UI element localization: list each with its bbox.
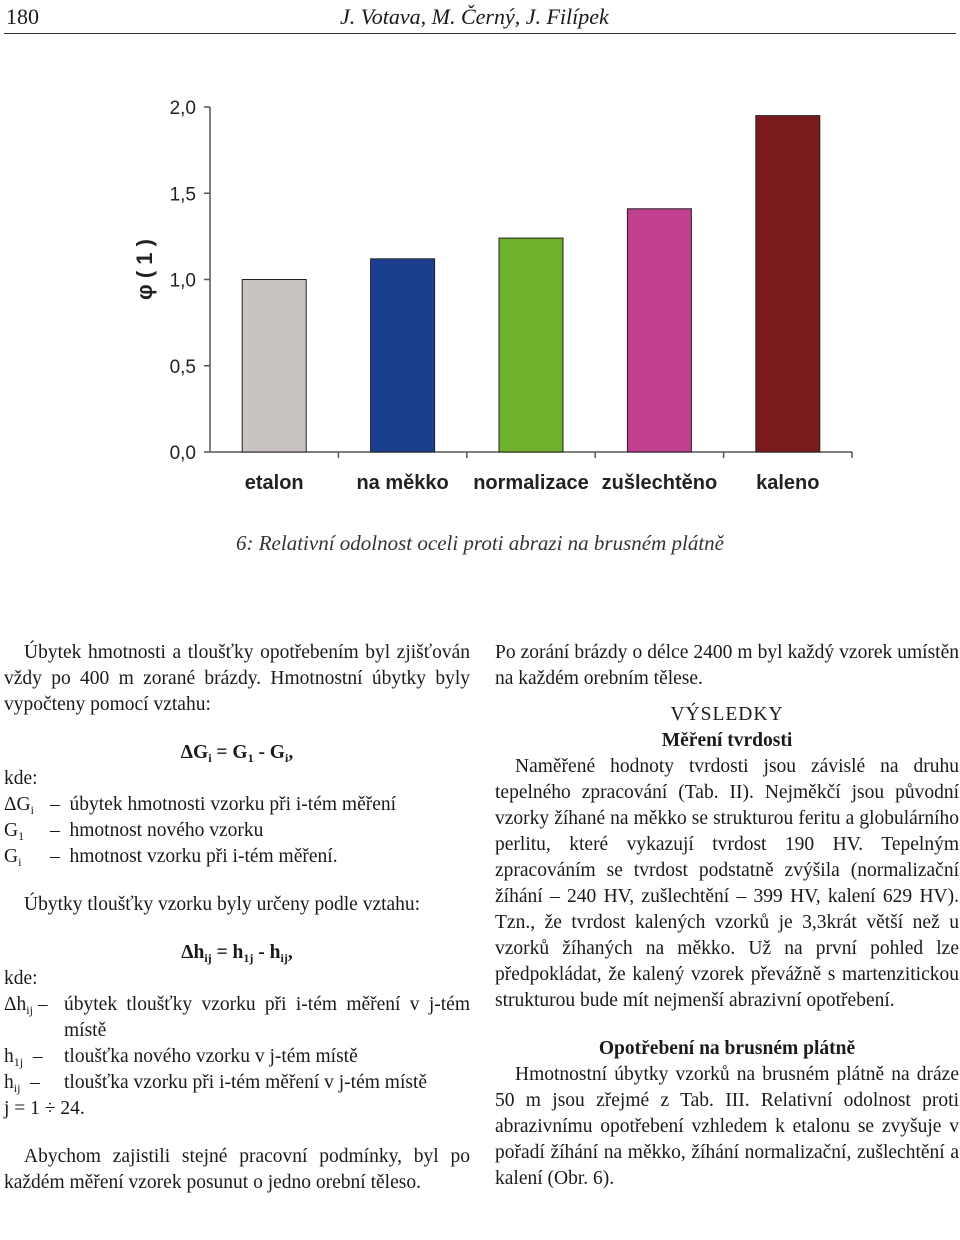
symbol-gi: $G_i$ <box>4 846 22 869</box>
page-number: 180 <box>6 4 39 29</box>
y-tick-label: 0,0 <box>169 443 196 464</box>
index-range: j = 1 ÷ 24. <box>4 1098 85 1119</box>
equation-thickness-loss: $\Delta h_{ij} = h_{1j} - h_{ij}$, <box>181 942 293 965</box>
y-tick-label: 1,0 <box>169 270 196 292</box>
x-category-label: zušlechtěno <box>601 472 718 494</box>
x-category-label: kaleno <box>756 472 820 494</box>
page-header <box>0 0 960 34</box>
definition-row <box>4 1044 470 1070</box>
definition-row <box>4 992 470 1044</box>
figure-caption: 6: Relativní odolnost oceli proti abrazi na brusném plátně <box>235 531 724 555</box>
bar-kaleno <box>756 116 820 452</box>
abrasion-resistance-bar-chart <box>100 90 860 510</box>
x-category-label: na měkko <box>356 472 449 494</box>
left-column <box>4 640 470 1196</box>
thickness-paragraph: Úbytky tloušťky vzorku byly určeny podle vztahu: <box>24 894 421 915</box>
bar-zušlechtěno <box>627 209 691 452</box>
definition-row <box>4 844 470 870</box>
symbol-delta-gi: $\Delta G_i$ <box>4 794 34 817</box>
symbol-g1: $G_1$ <box>4 820 25 843</box>
hardness-paragraph: Naměřené hodnoty tvrdosti jsou závislé na druhu tepelného zpracování (Tab. II). Nejměkčí jsou původní vzorky žíhané na měkko se strukturou feritu a globulárního perlitu, které vykazují tvrdost 190 HV. Tepelným zpracováním se tvrdost podstatně zvýšila (normalizační žíhání – 240 HV, zušlechtění – 399 HV, kalení 629 HV). Tzn., že tvrdost kalených vzorků je 3,3krát větší než u vzorků žíhaných na měkko. Už na první pohled lze předpokládat, že kalený vzorek převážně s martenzitickou strukturou bude mít nejmenší abrazivní opotřebení. <box>495 756 959 1011</box>
definition-text: – hmotnost nového vzorku <box>50 820 264 841</box>
y-tick-label: 2,0 <box>169 98 196 119</box>
bar-normalizace <box>499 238 563 452</box>
symbol-h1j: $h_{1j}$ – <box>4 1046 43 1069</box>
intro-paragraph: Úbytek hmotnosti a tloušťky opotřebením byl zjišťován vždy po 400 m zorané brázdy. Hmotnostní úbytky byly vypočteny pomocí vztahu: <box>4 642 470 715</box>
definition-text: tloušťka nového vzorku v j-tém místě <box>64 1046 358 1067</box>
definition-row <box>4 1070 470 1096</box>
subheading-hardness: Měření tvrdosti <box>661 730 793 751</box>
x-category-label: etalon <box>244 472 304 494</box>
running-head-authors: J. Votava, M. Černý, J. Filípek <box>340 4 609 29</box>
x-category-label: normalizace <box>473 472 589 494</box>
definition-text: tloušťka vzorku při i-tém měření v j-tém místě <box>64 1072 428 1093</box>
definition-row <box>4 818 470 844</box>
equation-mass-loss: $\Delta G_i = G_1 - G_i$, <box>180 742 294 765</box>
definition-text: – úbytek hmotnosti vzorku při i-tém měření <box>50 794 397 815</box>
subheading-abrasive-cloth: Opotřebení na brusném plátně <box>598 1038 856 1059</box>
symbol-hij: $h_{ij}$ – <box>4 1072 40 1095</box>
definition-text: úbytek tloušťky vzorku při i-tém měření v j-tém místě <box>64 994 470 1041</box>
plowing-paragraph: Po zorání brázdy o délce 2400 m byl každý vzorek umístěn na každém orebním tělese. <box>495 642 959 689</box>
abrasive-cloth-paragraph: Hmotnostní úbytky vzorků na brusném plátně na dráze 50 m jsou zřejmé z Tab. III. Relativní odolnost proti abrazivnímu opotřebení vzhledem k etalonu se zvyšuje v pořadí žíhání na měkko, žíhání normalizační, zušlechtění a kalení (Obr. 6). <box>495 1064 959 1189</box>
y-tick-label: 1,5 <box>169 184 196 206</box>
y-tick-label: 0,5 <box>169 356 196 378</box>
where-label-1: kde: <box>4 768 38 789</box>
y-axis-label: φ ( 1 ) <box>132 239 157 300</box>
where-label-2: kde: <box>4 968 38 989</box>
section-heading-results: VÝSLEDKY <box>670 704 784 725</box>
symbol-delta-hij: $\Delta h_{ij}$ – <box>4 994 48 1017</box>
definition-row <box>4 792 470 818</box>
bar-na měkko <box>371 259 435 452</box>
definition-text: – hmotnost vzorku při i-tém měření. <box>50 846 338 867</box>
right-column <box>495 640 959 1192</box>
header-rule <box>4 33 956 34</box>
bar-etalon <box>242 280 306 453</box>
conditions-paragraph: Abychom zajistili stejné pracovní podmínky, byl po každém měření vzorek posunut o jedno orební těleso. <box>4 1146 470 1193</box>
